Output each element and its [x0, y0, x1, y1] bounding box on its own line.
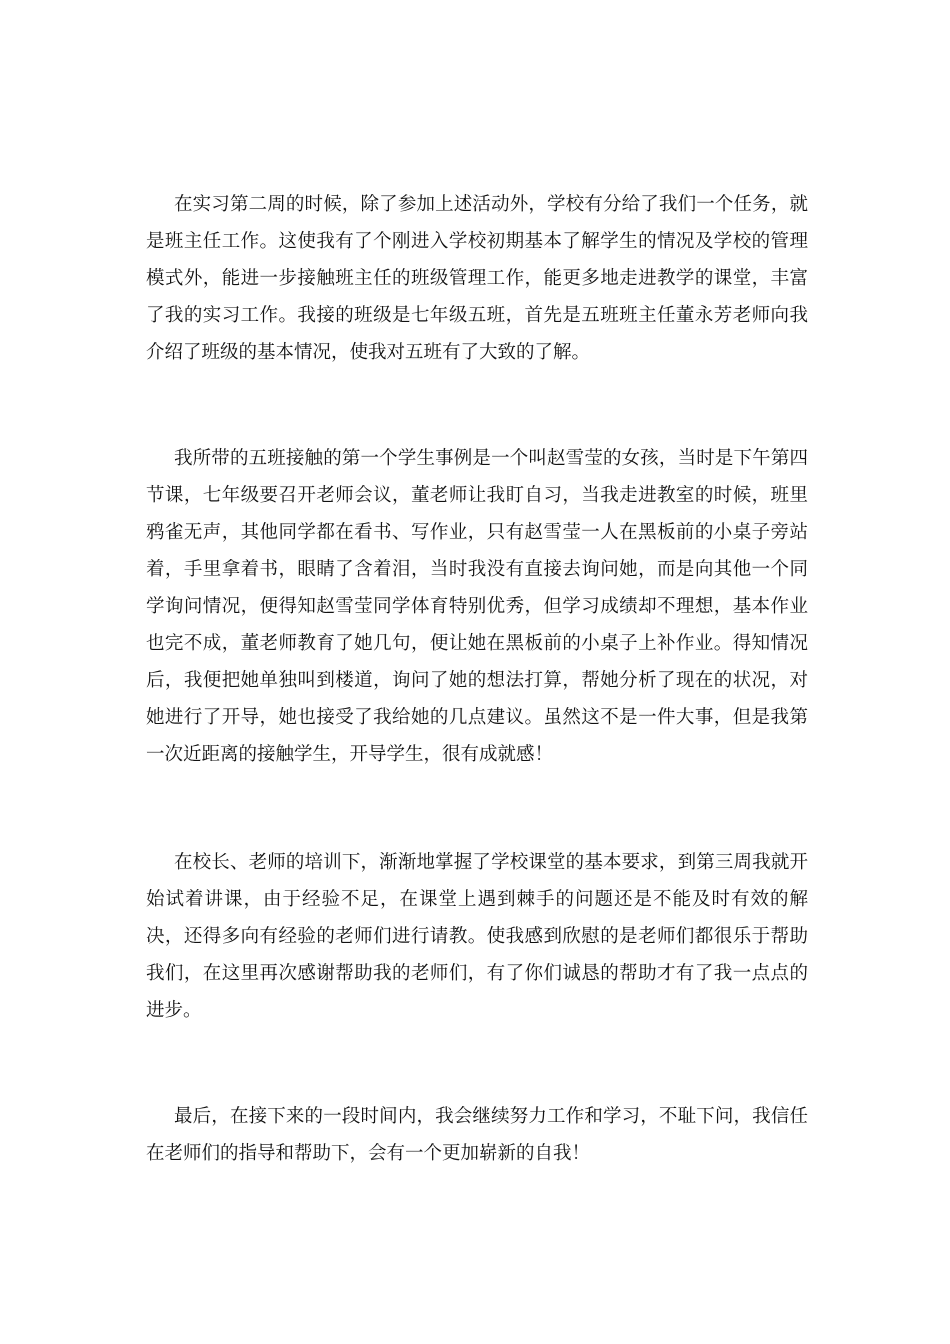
paragraph-conclusion: 最后，在接下来的一段时间内，我会继续努力工作和学习，不耻下问，我信任在老师们的指导和帮助下，会有一个更加崭新的自我！ [146, 1106, 808, 1164]
paragraph-student-case: 我所带的五班接触的第一个学生事例是一个叫赵雪莹的女孩，当时是下午第四节课，七年级要召开老师会议，董老师让我盯自习，当我走进教室的时候，班里鸦雀无声，其他同学都在看书、写作业，只有赵雪莹一人在黑板前的小桌子旁站着，手里拿着书，眼睛了含着泪，当时我没有直接去询问她，而是向其他一个同学询问情况，便得知赵雪莹同学体育特别优秀，但学习成绩却不理想，基本作业也完不成，董老师教育了她几句，便让她在黑板前的小桌子上补作业。得知情况后，我便把她单独叫到楼道，询问了她的想法打算，帮她分析了现在的状况，对她进行了开导，她也接受了我给她的几点建议。虽然这不是一件大事，但是我第一次近距离的接触学生，开导学生，很有成就感！ [146, 448, 808, 765]
paragraph-class-teacher-task: 在实习第二周的时候，除了参加上述活动外，学校有分给了我们一个任务，就是班主任工作。这使我有了个刚进入学校初期基本了解学生的情况及学校的管理模式外，能进一步接触班主任的班级管理工作，能更多地走进教学的课堂，丰富了我的实习工作。我接的班级是七年级五班，首先是五班班主任董永芳老师向我介绍了班级的基本情况，使我对五班有了大致的了解。 [146, 194, 808, 363]
paragraph-teaching-practice: 在校长、老师的培训下，渐渐地掌握了学校课堂的基本要求，到第三周我就开始试着讲课，由于经验不足，在课堂上遇到棘手的问题还是不能及时有效的解决，还得多向有经验的老师们进行请教。使我感到欣慰的是老师们都很乐于帮助我们，在这里再次感谢帮助我的老师们，有了你们诚恳的帮助才有了我一点点的进步。 [146, 852, 808, 1021]
